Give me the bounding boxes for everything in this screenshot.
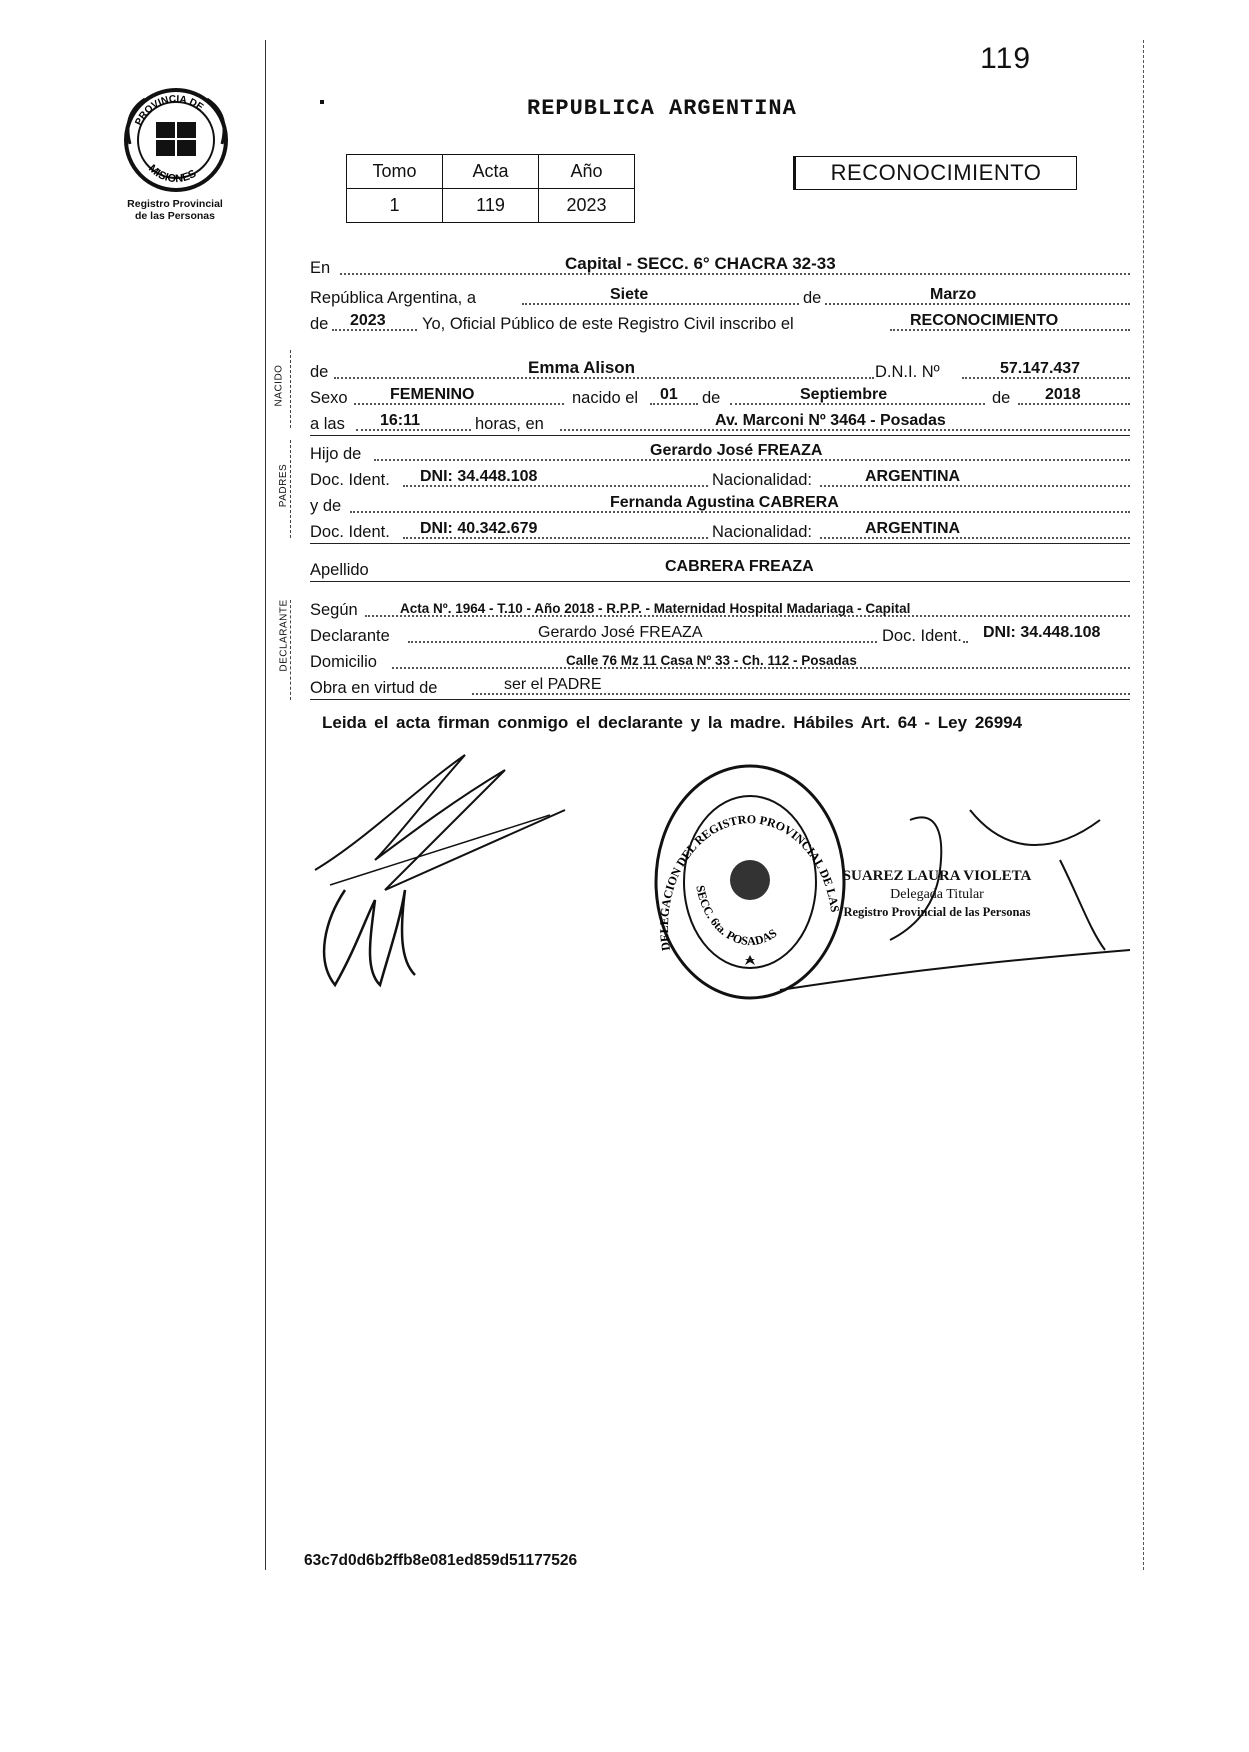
domicilio-value: Calle 76 Mz 11 Casa Nº 33 - Ch. 112 - Posadas [566,653,857,668]
father-nationality: ARGENTINA [865,468,961,485]
logo-caption [105,198,245,222]
official-role: Delegada Titular [890,887,984,902]
de2-label: de [992,389,1011,407]
registry-value-row [347,189,635,223]
closing-text: Leida el acta firman conmigo el declarante y la madre. Hábiles Art. 64 - Ley 26994 [322,713,1023,732]
nacido-el-label: nacido el [572,389,639,407]
stamp-outer-text: DELEGACION DEL REGISTRO PROVINCIAL DE LAS [656,812,843,952]
mother-doc: DNI: 40.342.679 [420,520,538,537]
domicilio-row [310,648,1130,674]
declarante-doc: DNI: 34.448.108 [983,624,1101,641]
day-value: Siete [610,286,649,303]
birth-day: 01 [660,386,678,403]
declarant-signature [305,750,585,1000]
birth-month: Septiembre [800,386,888,403]
logo-caption-line1: Registro Provincial [127,198,223,210]
svg-text:MISIONES [146,163,198,186]
y-de-label: y de [310,497,342,515]
nacido-de-label: de [310,363,329,381]
nacido-bracket [290,350,291,428]
father-doc: DNI: 34.448.108 [420,468,538,485]
place-value: Capital - SECC. 6° CHACRA 32-33 [565,254,836,273]
declarante-bracket [290,600,291,700]
apellido-row [310,556,1130,582]
birth-time: 16:11 [380,412,421,429]
de1-label: de [702,389,721,407]
segun-label: Según [310,601,358,619]
horas-en-label: horas, en [475,415,544,433]
mother-name: Fernanda Agustina CABRERA [610,494,839,511]
obra-row [310,674,1130,700]
tick-mark [320,100,324,104]
place-row [310,254,1130,280]
en-label: En [310,259,331,277]
nacido-section-label: NACIDO [273,364,285,407]
apellido-label: Apellido [310,561,369,579]
padres-bracket [290,440,291,538]
segun-row [310,596,1130,622]
mother-nationality: ARGENTINA [865,520,961,537]
inscribe-value: RECONOCIMIENTO [910,312,1059,329]
birth-place: Av. Marconi Nº 3464 - Posadas [715,412,946,429]
year-value: 2023 [350,312,386,329]
mother-nationality-label: Nacionalidad: [712,523,812,541]
de-label: de [800,289,824,308]
page-number: 119 [980,42,1031,75]
official-block [822,868,1052,920]
mother-doc-row [310,518,1130,544]
left-margin-line [265,40,266,1570]
birth-year: 2018 [1045,386,1081,403]
dni-label: D.N.I. Nº [875,363,940,381]
mother-row [310,492,1130,518]
registry-header-row [347,155,635,189]
official-org: Registro Provincial de las Personas [843,905,1031,919]
acta-value: 119 [443,189,539,223]
sexo-value: FEMENINO [390,386,475,403]
hijo-de-label: Hijo de [310,445,362,463]
republica-label: República Argentina, a [310,289,477,307]
declarante-label: Declarante [310,627,390,645]
segun-value: Acta Nº. 1964 - T.10 - Año 2018 - R.P.P. - Maternidad Hospital Madariaga - Capital [400,601,911,616]
child-name: Emma Alison [528,358,636,377]
right-margin-line [1143,40,1144,1570]
declarante-doc-label: Doc. Ident. [878,627,962,646]
name-row [310,358,1130,384]
yo-label: Yo, Oficial Público de este Registro Civil inscribo el [422,315,794,333]
declarante-section-label: DECLARANTE [278,599,290,672]
stamp-inner-text: SECC. 6ta. POSADAS [693,884,780,949]
logo-text-bottom: MISIONES [146,162,199,186]
month-value: Marzo [930,286,977,303]
domicilio-label: Domicilio [310,653,377,671]
declarante-row [310,622,1130,648]
obra-value: ser el PADRE [504,676,602,693]
date-row [310,284,1130,310]
father-row [310,440,1130,466]
father-doc-label: Doc. Ident. [310,471,390,489]
mother-doc-label: Doc. Ident. [310,523,390,541]
document-hash: 63c7d0d6b2ffb8e081ed859d51177526 [304,1552,578,1569]
registry-table [346,154,635,223]
father-doc-row [310,466,1130,492]
acta-header: Acta [443,155,539,189]
sexo-label: Sexo [310,389,348,407]
apellido-value: CABRERA FREAZA [665,558,814,575]
child-dni: 57.147.437 [1000,360,1081,377]
inscribe-row [310,310,1130,336]
obra-label: Obra en virtud de [310,679,438,697]
anio-value: 2023 [539,189,635,223]
document-title: REPUBLICA ARGENTINA [527,96,797,121]
sex-row [310,384,1130,410]
act-type-box: RECONOCIMIENTO [793,156,1077,190]
tomo-value: 1 [347,189,443,223]
padres-section-label: PADRES [278,463,290,508]
time-row [310,410,1130,436]
father-nationality-label: Nacionalidad: [712,471,812,489]
de-label-2: de [310,315,329,333]
tomo-header: Tomo [347,155,443,189]
declarante-name: Gerardo José FREAZA [538,624,703,641]
logo-caption-line2: de las Personas [135,210,215,222]
father-name: Gerardo José FREAZA [650,442,823,459]
anio-header: Año [539,155,635,189]
official-name: SUAREZ LAURA VIOLETA [842,868,1032,884]
a-las-label: a las [310,415,345,433]
province-seal-logo [120,84,232,196]
logo-text-top: PROVINCIA DE [133,93,206,128]
